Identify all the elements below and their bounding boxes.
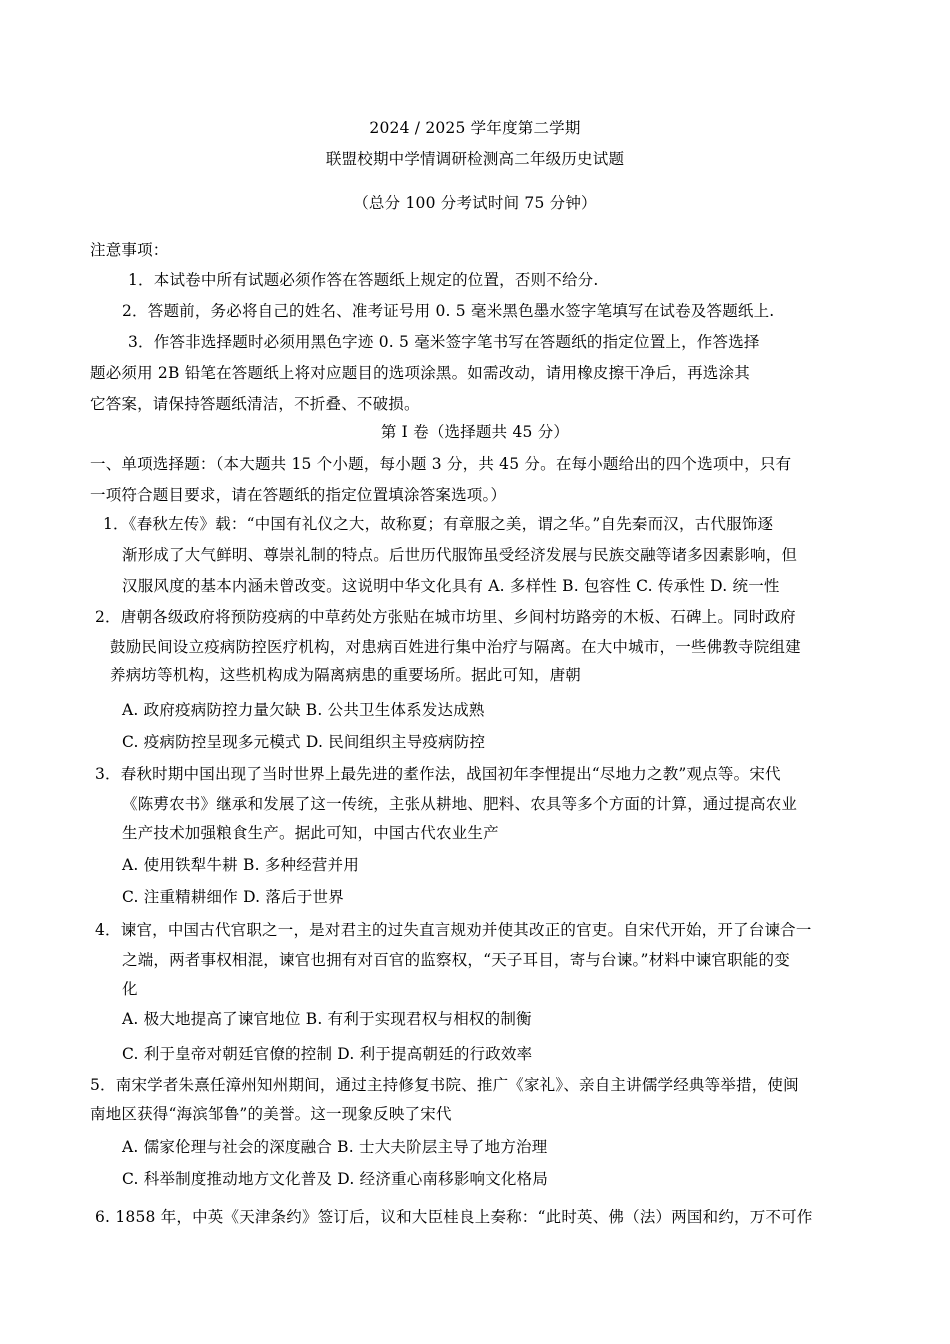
question-1-line-3: 汉服风度的基本内涵未曾改变。这说明中华文化具有 A. 多样性 B. 包容性 C. 传承性 D. 统一性 xyxy=(122,577,780,595)
header-score-time: （总分 100 分考试时间 75 分钟） xyxy=(353,194,597,212)
question-4-options-cd: C. 利于皇帝对朝廷官僚的控制 D. 利于提高朝廷的行政效率 xyxy=(122,1045,533,1063)
question-2-line-3: 养病坊等机构，这些机构成为隔离病患的重要场所。据此可知，唐朝 xyxy=(110,666,582,684)
question-4-options-ab: A. 极大地提高了谏官地位 B. 有利于实现君权与相权的制衡 xyxy=(122,1010,532,1028)
section-title: 第 I 卷（选择题共 45 分） xyxy=(380,423,570,441)
question-5-options-cd: C. 科举制度推动地方文化普及 D. 经济重心南移影响文化格局 xyxy=(122,1170,549,1188)
notice-item-3-line-1: 3．作答非选择题时必须用黑色字迹 0. 5 毫米签字笔书写在答题纸的指定位置上，作答选择 xyxy=(128,333,760,351)
notice-item-1: 1．本试卷中所有试题必须作答在答题纸上规定的位置，否则不给分. xyxy=(128,271,599,289)
question-4-line-3: 化 xyxy=(122,980,138,998)
question-3-options-cd: C. 注重精耕细作 D. 落后于世界 xyxy=(122,888,344,906)
section-instruction-line-2: 一项符合题目要求，请在答题纸的指定位置填涂答案选项。） xyxy=(90,486,507,504)
question-5-options-ab: A. 儒家伦理与社会的深度融合 B. 士大夫阶层主导了地方治理 xyxy=(122,1138,548,1156)
header-year-term: 2024 / 2025 学年度第二学期 xyxy=(369,119,581,137)
question-3-options-ab: A. 使用铁犁牛耕 B. 多种经营并用 xyxy=(122,856,360,874)
question-3-line-3: 生产技术加强粮食生产。据此可知，中国古代农业生产 xyxy=(122,824,499,842)
question-1-line-1: 1．《春秋左传》载：“中国有礼仪之大，故称夏；有章服之美，谓之华。”自先秦而汉，古代服饰逐 xyxy=(103,515,774,533)
notice-heading: 注意事项： xyxy=(90,241,169,259)
question-2-line-1: 2．唐朝各级政府将预防疫病的中草药处方张贴在城市坊里、乡间村坊路旁的木板、石碑上。同时政府 xyxy=(95,608,796,626)
question-5-line-1: 5．南宋学者朱熹任漳州知州期间，通过主持修复书院、推广《家礼》、亲自主讲儒学经典等举措，使闽 xyxy=(90,1076,799,1094)
header-exam-title: 联盟校期中学情调研检测高二年级历史试题 xyxy=(325,150,625,168)
question-4-line-1: 4．谏官，中国古代官职之一，是对君主的过失直言规劝并使其改正的官吏。自宋代开始，开了台谏合一 xyxy=(95,921,812,939)
question-2-options-ab: A. 政府疫病防控力量欠缺 B. 公共卫生体系发达成熟 xyxy=(122,701,485,719)
question-1-line-2: 渐形成了大气鲜明、尊崇礼制的特点。后世历代服饰虽受经济发展与民族交融等诸多因素影响，但 xyxy=(122,546,798,564)
question-2-line-2: 鼓励民间设立疫病防控医疗机构，对患病百姓进行集中治疗与隔离。在大中城市，一些佛教寺院组建 xyxy=(110,638,801,656)
notice-item-3-line-3: 它答案，请保持答题纸清洁，不折叠、不破损。 xyxy=(90,395,420,413)
section-instruction-line-1: 一、单项选择题：（本大题共 15 个小题，每小题 3 分，共 45 分。在每小题给出的四个选项中，只有 xyxy=(90,455,792,473)
question-6-line-1: 6. 1858 年，中英《天津条约》签订后，议和大臣桂良上奏称：“此时英、佛（法）两国和约，万不可作 xyxy=(95,1208,813,1226)
question-5-line-2: 南地区获得“海滨邹鲁”的美誉。这一现象反映了宋代 xyxy=(90,1105,452,1123)
question-2-options-cd: C. 疫病防控呈现多元模式 D. 民间组织主导疫病防控 xyxy=(122,733,486,751)
question-4-line-2: 之端，两者事权相混，谏官也拥有对百官的监察权，“天子耳目，寄与台谏。”材料中谏官职能的变 xyxy=(122,951,790,969)
question-3-line-1: 3．春秋时期中国出现了当时世界上最先进的耊作法，战国初年李悝提出“尽地力之教”观点等。宋代 xyxy=(95,765,781,783)
question-3-line-2: 《陈旉农书》继承和发展了这一传统，主张从耕地、肥料、农具等多个方面的计算，通过提高农业 xyxy=(122,795,798,813)
notice-item-3-line-2: 题必须用 2B 铅笔在答题纸上将对应题目的选项涂黑。如需改动，请用橡皮擦干净后，再选涂其 xyxy=(90,364,750,382)
notice-item-2: 2．答题前，务必将自己的姓名、准考证号用 0. 5 毫米黑色墨水签字笔填写在试卷及答题纸上. xyxy=(122,302,775,320)
